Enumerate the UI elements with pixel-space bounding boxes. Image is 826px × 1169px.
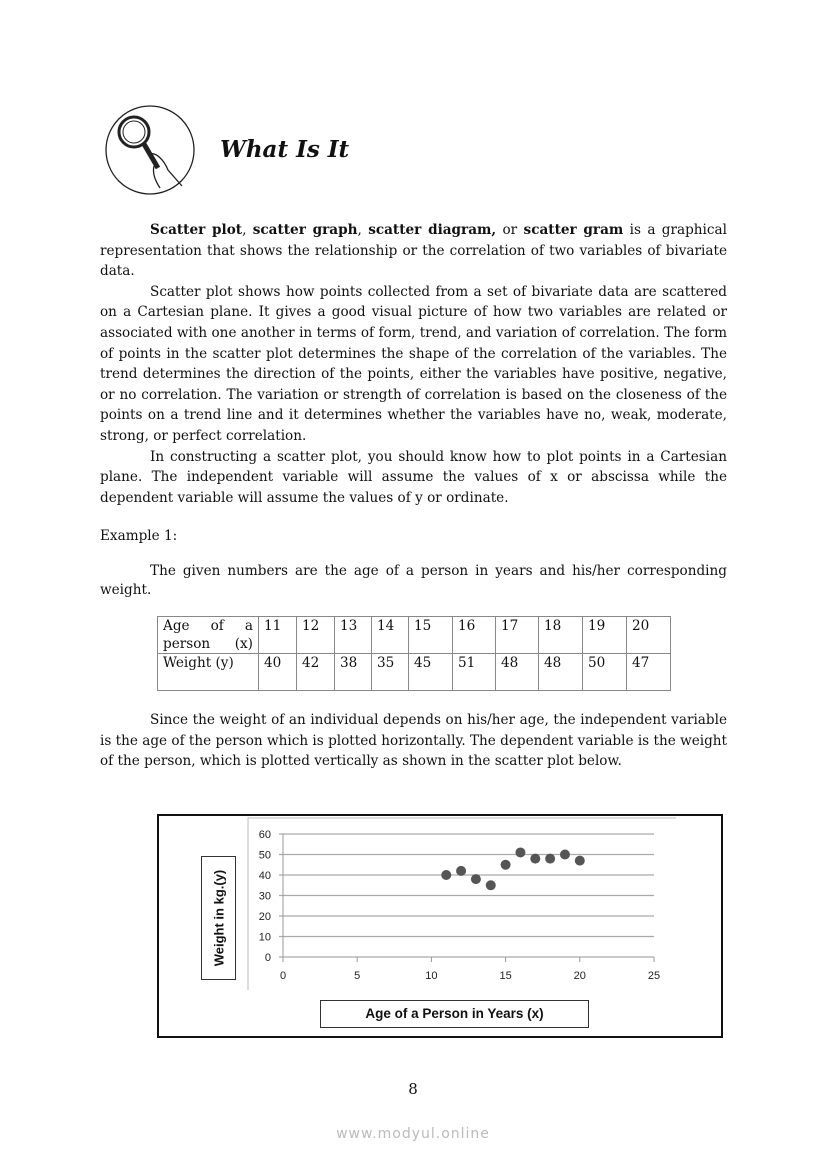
term: scatter graph [252,222,358,238]
x-tick-label: 20 [573,970,586,982]
y-tick-label: 50 [258,849,271,862]
data-point [486,880,496,890]
data-point [456,866,466,876]
data-point [471,874,481,884]
y-axis-label: Weight in kg.(y) [211,869,226,967]
paragraph-3: In constructing a scatter plot, you should know how to plot points in a Cartesian plane. The independent variable will assume the values of x or abscissa while the dependent variable will assume the values of y or ordinate. [100,448,727,506]
example-description: The given numbers are the age of a person in years and his/her corresponding weight. [100,563,727,598]
y-tick-label: 60 [258,829,271,841]
data-point [515,847,525,857]
x-tick-label: 5 [354,970,361,982]
table-cell: 12 [297,617,335,654]
section-title: What Is It [220,136,350,163]
table-cell: 38 [335,654,372,691]
explanation: Since the weight of an individual depends on his/her age, the independent variable is the age of the person which is plotted horizontally. The dependent variable is the weight of the person, which is plotted vertically as shown in the scatter plot below. [100,712,728,770]
data-point [441,870,451,880]
sep: or [496,222,524,238]
y-tick-label: 40 [258,870,271,882]
table-cell: 40 [259,654,297,691]
x-tick-label: 25 [647,970,661,982]
table-cell: 48 [496,654,539,691]
row-header: Weight (y) [158,654,259,691]
term: scatter diagram, [368,222,497,238]
table-cell: 17 [496,617,539,654]
table-cell: 20 [627,617,671,654]
table-cell: 50 [583,654,627,691]
data-point [545,854,555,864]
table-cell: 47 [627,654,671,691]
table-cell: 48 [539,654,583,691]
plot-area-frame [248,818,676,990]
term: scatter gram [523,222,624,238]
y-tick-label: 20 [258,911,271,923]
table-cell: 51 [453,654,496,691]
y-tick-label: 30 [258,890,271,903]
sep: , [357,222,369,238]
x-tick-label: 0 [279,970,287,982]
page-number: 8 [408,1080,418,1098]
data-point [501,860,511,870]
table-cell: 45 [409,654,453,691]
watermark: www.modyul.online [336,1126,490,1142]
row-header: Age of a person (x) [158,617,259,654]
table-cell: 18 [539,617,583,654]
data-point [530,854,540,864]
term: Scatter plot [150,222,243,238]
table-cell: 15 [409,617,453,654]
x-tick-label: 15 [499,970,512,982]
table-cell: 11 [259,617,297,654]
table-cell: 19 [583,617,627,654]
example-label: Example 1: [100,528,178,544]
x-axis-label: Age of a Person in Years (x) [320,1000,589,1028]
data-point [560,850,570,860]
table-cell: 13 [335,617,372,654]
y-tick-label: 0 [264,952,271,964]
paragraph-2: Scatter plot shows how points collected from a set of bivariate data are scattered on a Cartesian plane. It gives a good visual picture of how two variables are related or associated with one another in terms of form, trend, and variation of correlation. The form of points in the scatter plot determines the shape of the correlation of the variables. The trend determines the direction of the points, either the variables have positive, negative, or no correlation. The variation or strength of correlation is based on the closeness of the points on a trend line and it determines whether the variables have no, weak, moderate, strong, or perfect correlation. [100,283,727,444]
intro-rest: is a graphical representation that shows the relationship or the correlation of two variables of bivariate data. [100,222,727,280]
table-cell: 35 [372,654,409,691]
y-axis-label-box [201,856,236,980]
sep: , [242,222,253,238]
y-tick-label: 10 [258,931,271,944]
x-tick-label: 10 [425,970,438,982]
table-cell: 16 [453,617,496,654]
table-cell: 14 [372,617,409,654]
table-cell: 42 [297,654,335,691]
data-point [575,856,585,866]
